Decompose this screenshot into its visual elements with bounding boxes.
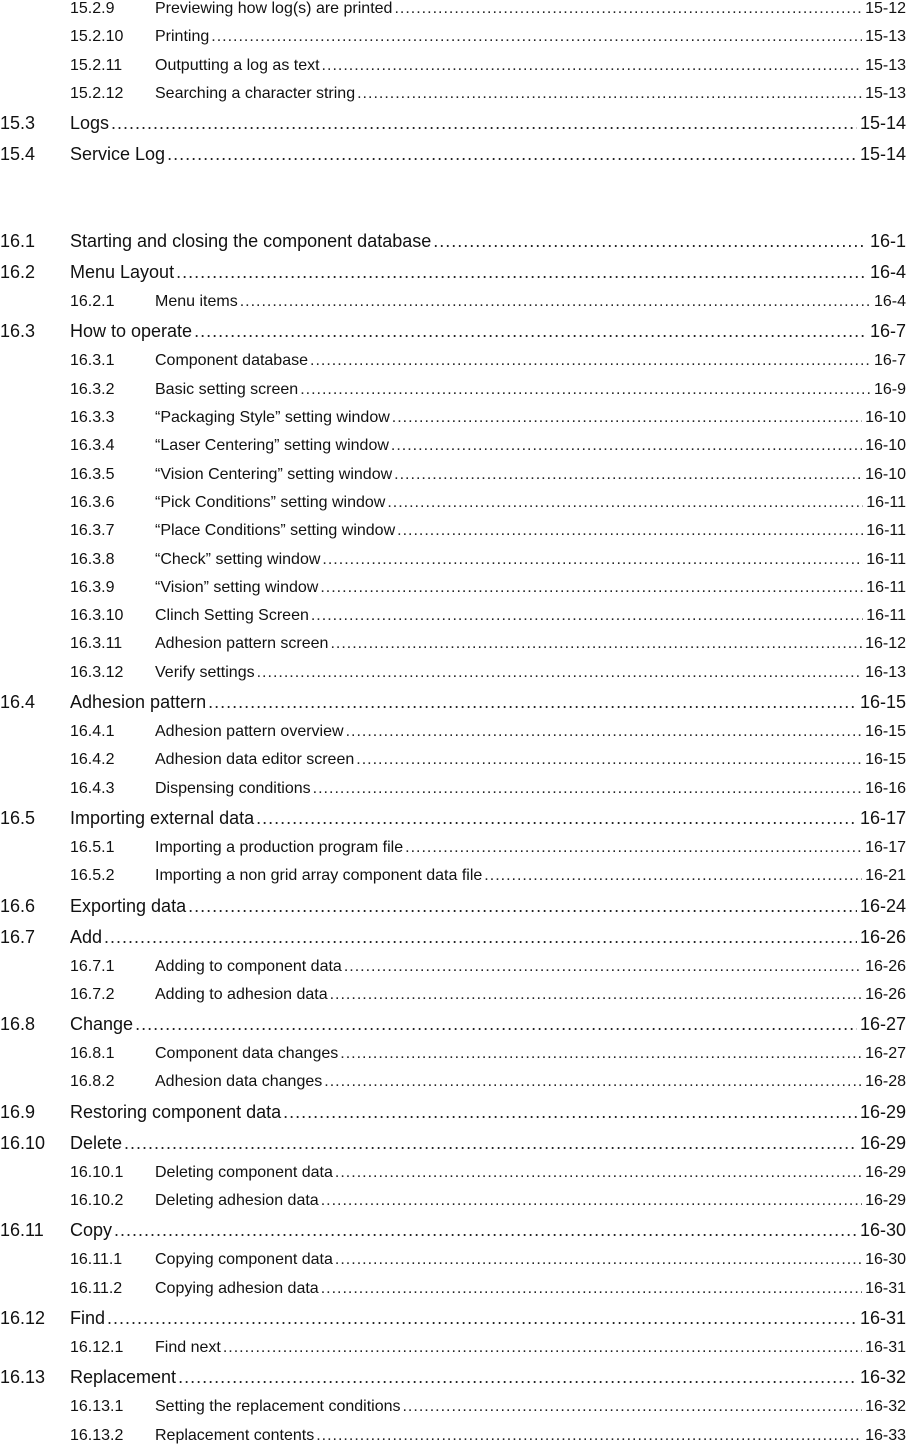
entry-page: 16-17 — [865, 838, 906, 856]
entry-page: 16-29 — [859, 1132, 906, 1153]
entry-title: Adhesion data editor screen — [155, 751, 355, 769]
entry-title: Verify settings — [155, 663, 255, 681]
entry-number: 16.2 — [0, 262, 36, 283]
entry-number: 15.2.12 — [70, 84, 124, 102]
dot-leader — [311, 602, 863, 630]
entry-number: 15.2.10 — [70, 28, 124, 46]
dot-leader — [391, 432, 862, 460]
entry-title: Adhesion pattern — [70, 692, 207, 713]
entry-number: 16.5.1 — [70, 838, 115, 856]
entry-title: Logs — [70, 113, 110, 134]
toc-entry[interactable] — [0, 1334, 906, 1362]
toc-entry[interactable] — [0, 376, 906, 404]
entry-title: Deleting adhesion data — [155, 1192, 319, 1210]
entry-number: 16.13 — [0, 1367, 46, 1388]
dot-leader — [111, 108, 857, 139]
toc-entry[interactable] — [0, 1097, 906, 1128]
dot-leader — [194, 316, 867, 347]
entry-title: Importing a non grid array component data file — [155, 867, 483, 885]
toc-entry[interactable] — [0, 1422, 906, 1450]
entry-page: 16-31 — [865, 1279, 906, 1297]
entry-page: 15-13 — [865, 56, 906, 74]
entry-page: 16-13 — [865, 663, 906, 681]
entry-title: Exporting data — [70, 895, 187, 916]
entry-title: Restoring component data — [70, 1101, 282, 1122]
entry-page: 16-4 — [873, 293, 906, 311]
entry-number: 16.7.1 — [70, 957, 115, 975]
entry-page: 16-27 — [865, 1045, 906, 1063]
dot-leader — [433, 226, 867, 257]
dot-leader — [340, 1040, 862, 1068]
toc-entry[interactable] — [0, 803, 906, 834]
dot-leader — [322, 546, 863, 574]
entry-page: 16-28 — [865, 1073, 906, 1091]
entry-page: 16-26 — [865, 957, 906, 975]
dot-leader — [321, 1275, 862, 1303]
entry-page: 16-11 — [866, 607, 906, 625]
entry-page: 16-29 — [859, 1101, 906, 1122]
dot-leader — [324, 1068, 862, 1096]
toc-entry[interactable] — [0, 316, 906, 347]
entry-number: 16.13.1 — [70, 1398, 124, 1416]
entry-number: 16.7 — [0, 926, 36, 947]
entry-page: 16-7 — [873, 352, 906, 370]
toc-entry[interactable] — [0, 687, 906, 718]
entry-page: 16-24 — [859, 895, 906, 916]
toc-entry[interactable] — [0, 1362, 906, 1393]
entry-page: 16-15 — [865, 751, 906, 769]
entry-number: 16.3.11 — [70, 635, 123, 653]
dot-leader — [392, 404, 862, 432]
entry-page: 16-9 — [873, 380, 906, 398]
dot-leader — [335, 1159, 862, 1187]
dot-leader — [335, 1246, 862, 1274]
entry-number: 16.4 — [0, 692, 36, 713]
toc-entry[interactable] — [0, 1246, 906, 1274]
entry-page: 16-29 — [865, 1163, 906, 1181]
dot-leader — [178, 1362, 857, 1393]
dot-leader — [211, 23, 862, 51]
entry-title: Importing a production program file — [155, 838, 404, 856]
entry-page: 16-11 — [866, 578, 906, 596]
toc-entry[interactable] — [0, 1040, 906, 1068]
entry-number: 16.8.2 — [70, 1073, 115, 1091]
entry-number: 16.3.6 — [70, 493, 115, 511]
entry-page: 16-31 — [859, 1307, 906, 1328]
dot-leader — [405, 834, 862, 862]
toc-entry[interactable] — [0, 574, 906, 602]
toc-entry[interactable] — [0, 922, 906, 953]
entry-number: 16.3.5 — [70, 465, 115, 483]
entry-title: Find — [70, 1307, 106, 1328]
entry-number: 16.8 — [0, 1014, 36, 1035]
entry-page: 16-10 — [865, 409, 906, 427]
toc-entry[interactable] — [0, 1068, 906, 1096]
toc-entry[interactable] — [0, 23, 906, 51]
entry-page: 16-11 — [866, 522, 906, 540]
toc-entry[interactable] — [0, 461, 906, 489]
entry-title: Adhesion pattern overview — [155, 723, 344, 741]
dot-leader — [167, 139, 857, 170]
entry-title: Menu items — [155, 293, 238, 311]
entry-page: 16-31 — [865, 1338, 906, 1356]
entry-page: 15-12 — [865, 0, 906, 17]
entry-title: Component database — [155, 352, 308, 370]
entry-number: 15.2.9 — [70, 0, 115, 17]
entry-title: Dispensing conditions — [155, 779, 311, 797]
toc-entry[interactable] — [0, 108, 906, 139]
entry-page: 16-16 — [865, 779, 906, 797]
dot-leader — [135, 1009, 857, 1040]
entry-number: 16.10.1 — [70, 1163, 124, 1181]
toc-entry[interactable] — [0, 775, 906, 803]
dot-leader — [346, 718, 863, 746]
entry-title: Copying component data — [155, 1251, 333, 1269]
entry-title: Printing — [155, 28, 210, 46]
entry-title: Component data changes — [155, 1045, 339, 1063]
dot-leader — [313, 775, 862, 803]
entry-number: 16.3.8 — [70, 550, 115, 568]
dot-leader — [223, 1334, 862, 1362]
entry-number: 16.4.1 — [70, 723, 115, 741]
entry-number: 16.3.4 — [70, 437, 115, 455]
dot-leader — [387, 489, 863, 517]
dot-leader — [283, 1097, 857, 1128]
dot-leader — [357, 80, 862, 108]
dot-leader — [300, 376, 871, 404]
entry-title: Change — [70, 1014, 134, 1035]
entry-number: 16.3.10 — [70, 607, 124, 625]
dot-leader — [321, 1187, 862, 1215]
toc-entry[interactable] — [0, 630, 906, 658]
dot-leader — [107, 1303, 857, 1334]
toc-section-16 — [0, 226, 906, 1450]
toc-entry[interactable] — [0, 1275, 906, 1303]
entry-number: 16.13.2 — [70, 1426, 124, 1444]
entry-page: 15-14 — [859, 113, 906, 134]
entry-page: 16-33 — [865, 1426, 906, 1444]
toc-entry[interactable] — [0, 891, 906, 922]
toc-entry[interactable] — [0, 1159, 906, 1187]
entry-number: 16.7.2 — [70, 985, 115, 1003]
entry-title: Copy — [70, 1220, 113, 1241]
entry-title: “Vision Centering” setting window — [155, 465, 393, 483]
dot-leader — [188, 891, 857, 922]
toc-entry[interactable] — [0, 52, 906, 80]
toc-entry[interactable] — [0, 953, 906, 981]
dot-leader — [114, 1215, 857, 1246]
toc-entry[interactable] — [0, 80, 906, 108]
entry-number: 16.4.2 — [70, 751, 115, 769]
entry-page: 16-15 — [859, 692, 906, 713]
toc-entry[interactable] — [0, 288, 906, 316]
entry-page: 16-26 — [859, 926, 906, 947]
entry-title: Add — [70, 926, 103, 947]
entry-title: “Packaging Style” setting window — [155, 409, 390, 427]
dot-leader — [320, 574, 863, 602]
entry-page: 16-1 — [869, 231, 906, 252]
toc-entry[interactable] — [0, 981, 906, 1009]
entry-number: 16.3.2 — [70, 380, 115, 398]
dot-leader — [344, 953, 862, 981]
toc-entry[interactable] — [0, 226, 906, 257]
entry-page: 15-13 — [865, 28, 906, 46]
dot-leader — [310, 347, 871, 375]
entry-number: 15.4 — [0, 144, 36, 165]
entry-title: Replacement — [70, 1367, 177, 1388]
entry-page: 16-10 — [865, 437, 906, 455]
toc-entry[interactable] — [0, 659, 906, 687]
entry-page: 16-30 — [859, 1220, 906, 1241]
entry-title: Service Log — [70, 144, 166, 165]
entry-page: 16-29 — [865, 1192, 906, 1210]
entry-page: 15-14 — [859, 144, 906, 165]
section-gap — [0, 170, 906, 226]
entry-number: 16.3.7 — [70, 522, 115, 540]
toc-entry[interactable] — [0, 0, 906, 23]
dot-leader — [256, 803, 857, 834]
toc-entry[interactable] — [0, 1215, 906, 1246]
entry-title: “Laser Centering” setting window — [155, 437, 389, 455]
entry-title: Importing external data — [70, 807, 255, 828]
toc-entry[interactable] — [0, 834, 906, 862]
toc-entry[interactable] — [0, 602, 906, 630]
toc-entry[interactable] — [0, 718, 906, 746]
entry-number: 16.12 — [0, 1307, 46, 1328]
dot-leader — [124, 1128, 857, 1159]
dot-leader — [397, 517, 863, 545]
toc-entry[interactable] — [0, 546, 906, 574]
entry-number: 15.2.11 — [70, 56, 123, 74]
entry-number: 16.4.3 — [70, 779, 115, 797]
entry-title: Menu Layout — [70, 262, 175, 283]
toc-section-15 — [0, 0, 906, 170]
entry-page: 16-4 — [869, 262, 906, 283]
entry-number: 16.11.1 — [70, 1251, 123, 1269]
dot-leader — [356, 746, 862, 774]
entry-number: 16.3.3 — [70, 409, 115, 427]
entry-title: Deleting component data — [155, 1163, 333, 1181]
toc-entry[interactable] — [0, 517, 906, 545]
entry-page: 16-7 — [869, 321, 906, 342]
entry-title: Adhesion data changes — [155, 1073, 323, 1091]
entry-title: Previewing how log(s) are printed — [155, 0, 393, 17]
toc-entry[interactable] — [0, 1393, 906, 1421]
dot-leader — [394, 461, 862, 489]
entry-number: 16.11.2 — [70, 1279, 123, 1297]
entry-page: 16-17 — [859, 807, 906, 828]
entry-number: 16.10.2 — [70, 1192, 124, 1210]
dot-leader — [316, 1422, 862, 1450]
entry-page: 16-32 — [859, 1367, 906, 1388]
toc-entry[interactable] — [0, 746, 906, 774]
entry-number: 16.8.1 — [70, 1045, 115, 1063]
dot-leader — [394, 0, 862, 23]
entry-title: Starting and closing the component database — [70, 231, 432, 252]
entry-title: Clinch Setting Screen — [155, 607, 309, 625]
dot-leader — [104, 922, 857, 953]
entry-number: 16.6 — [0, 895, 36, 916]
toc-entry[interactable] — [0, 1009, 906, 1040]
dot-leader — [208, 687, 857, 718]
entry-number: 16.3.1 — [70, 352, 115, 370]
toc-entry[interactable] — [0, 1303, 906, 1334]
entry-title: “Place Conditions” setting window — [155, 522, 396, 540]
entry-page: 16-26 — [865, 985, 906, 1003]
toc-entry[interactable] — [0, 139, 906, 170]
dot-leader — [402, 1393, 862, 1421]
entry-number: 16.10 — [0, 1132, 46, 1153]
entry-title: “Vision” setting window — [155, 578, 319, 596]
entry-title: Searching a character string — [155, 84, 356, 102]
toc-entry[interactable] — [0, 347, 906, 375]
dot-leader — [176, 257, 867, 288]
toc-entry[interactable] — [0, 1187, 906, 1215]
entry-number: 16.5 — [0, 807, 36, 828]
entry-page: 16-27 — [859, 1014, 906, 1035]
entry-page: 16-15 — [865, 723, 906, 741]
entry-title: Adhesion pattern screen — [155, 635, 329, 653]
dot-leader — [322, 52, 863, 80]
toc-entry[interactable] — [0, 862, 906, 890]
entry-number: 16.5.2 — [70, 867, 115, 885]
entry-title: How to operate — [70, 321, 193, 342]
entry-title: Setting the replacement conditions — [155, 1398, 401, 1416]
entry-page: 16-30 — [865, 1251, 906, 1269]
toc-entry[interactable] — [0, 1128, 906, 1159]
dot-leader — [330, 981, 862, 1009]
dot-leader — [257, 659, 862, 687]
entry-page: 16-12 — [865, 635, 906, 653]
entry-number: 15.3 — [0, 113, 36, 134]
entry-title: Adding to component data — [155, 957, 342, 975]
entry-page: 16-11 — [866, 493, 906, 511]
entry-title: “Check” setting window — [155, 550, 321, 568]
dot-leader — [240, 288, 871, 316]
entry-page: 15-13 — [865, 84, 906, 102]
entry-number: 16.3.12 — [70, 663, 124, 681]
entry-number: 16.3 — [0, 321, 36, 342]
dot-leader — [484, 862, 862, 890]
entry-number: 16.1 — [0, 231, 36, 252]
entry-title: Find next — [155, 1338, 221, 1356]
toc-entry[interactable] — [0, 489, 906, 517]
entry-page: 16-10 — [865, 465, 906, 483]
entry-title: Adding to adhesion data — [155, 985, 328, 1003]
entry-number: 16.2.1 — [70, 293, 115, 311]
entry-page: 16-11 — [866, 550, 906, 568]
entry-number: 16.3.9 — [70, 578, 115, 596]
entry-title: Copying adhesion data — [155, 1279, 319, 1297]
entry-number: 16.11 — [0, 1220, 44, 1241]
dot-leader — [330, 630, 862, 658]
toc-entry[interactable] — [0, 257, 906, 288]
entry-title: Basic setting screen — [155, 380, 299, 398]
entry-title: “Pick Conditions” setting window — [155, 493, 386, 511]
entry-number: 16.12.1 — [70, 1338, 124, 1356]
entry-number: 16.9 — [0, 1101, 36, 1122]
entry-page: 16-21 — [865, 867, 906, 885]
toc-entry[interactable] — [0, 404, 906, 432]
entry-title: Replacement contents — [155, 1426, 315, 1444]
entry-title: Delete — [70, 1132, 123, 1153]
entry-page: 16-32 — [865, 1398, 906, 1416]
entry-title: Outputting a log as text — [155, 56, 320, 74]
toc-entry[interactable] — [0, 432, 906, 460]
